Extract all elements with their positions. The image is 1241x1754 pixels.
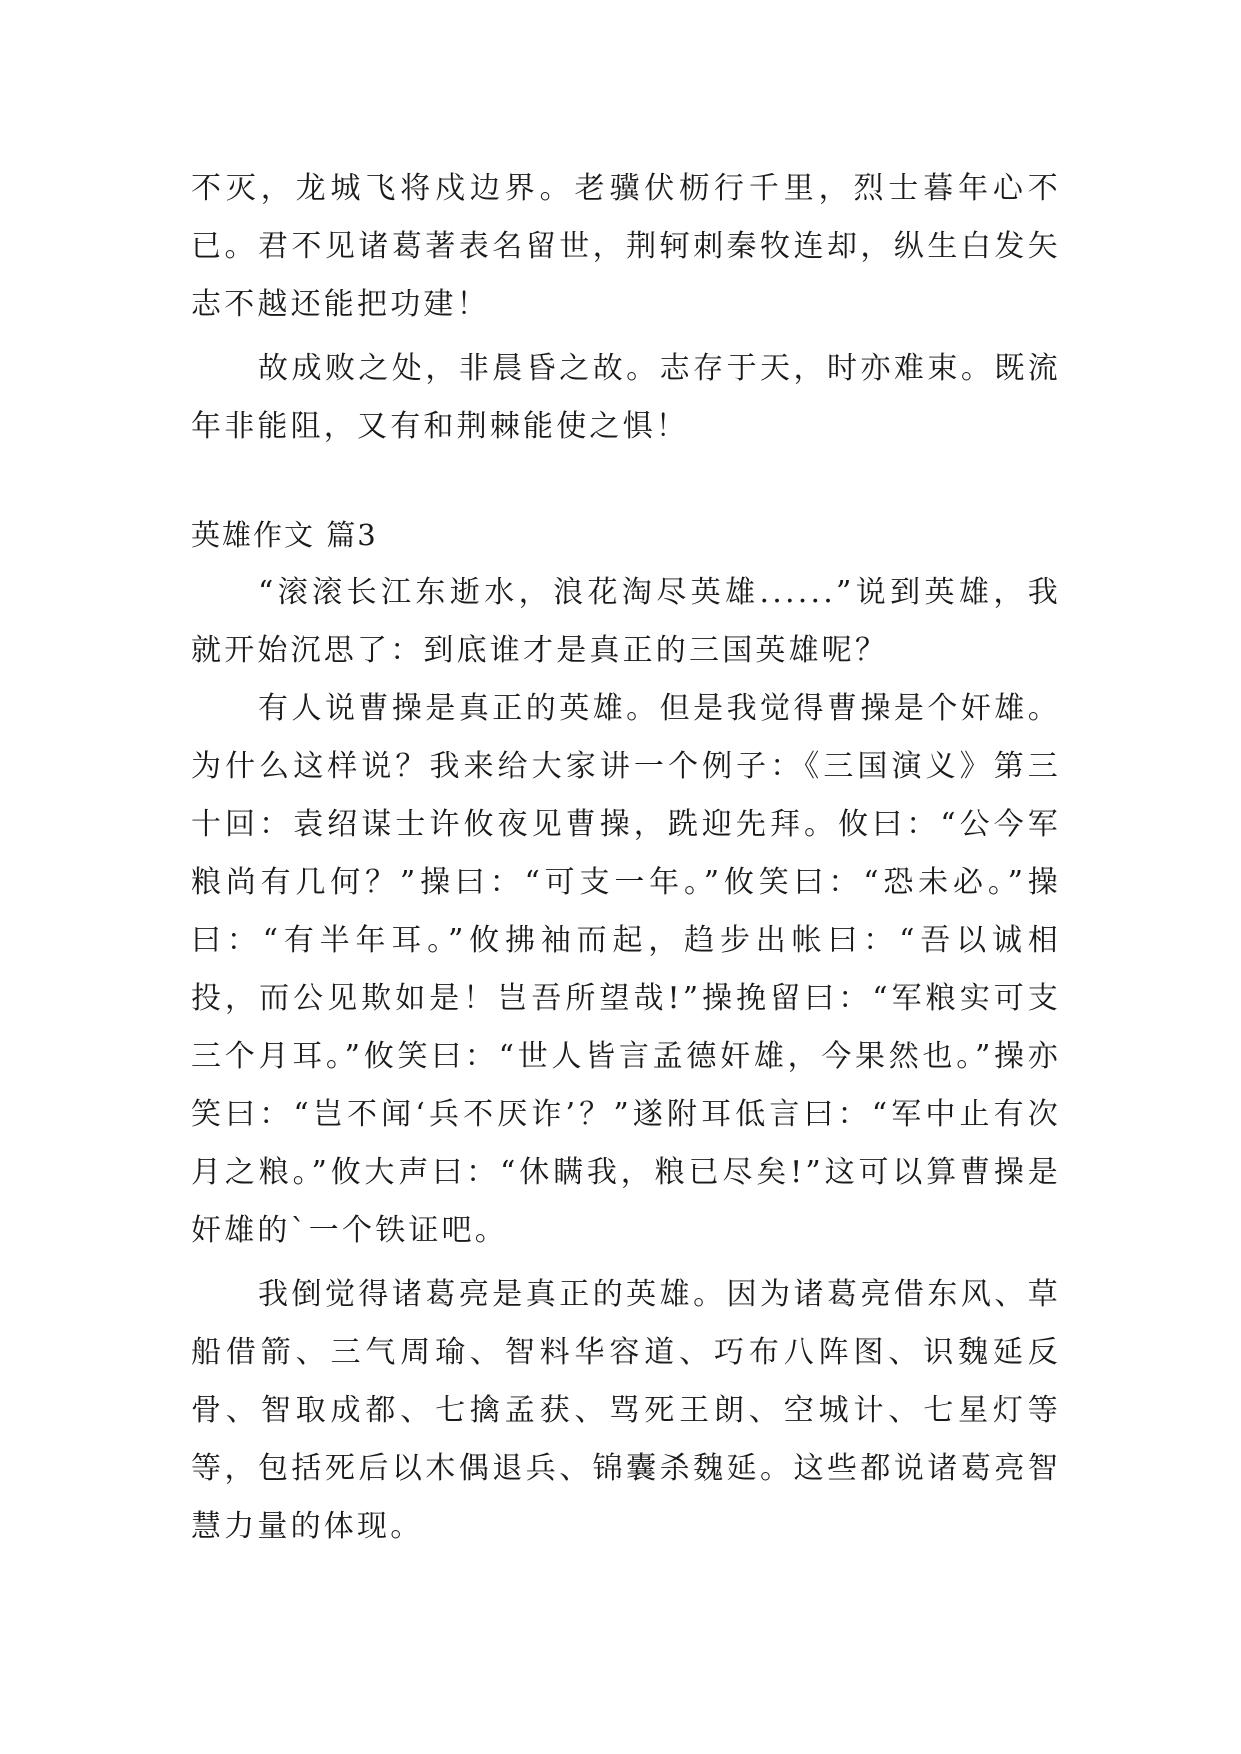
paragraph-intro: “滚滚长江东逝水，浪花淘尽英雄......”说到英雄，我就开始沉思了：到底谁才是真正的三国英雄呢？ [191,575,1061,668]
paragraph-zhuge-liang: 我倒觉得诸葛亮是真正的英雄。因为诸葛亮借东风、草船借箭、三气周瑜、智料华容道、巧布八阵图、识魏延反骨、智取成都、七擒孟获、骂死王朗、空城计、七星灯等等，包括死后以木偶退兵、锦囊杀魏延。这些都说诸葛亮智慧力量的体现。 [191,1277,1061,1544]
paragraph-conclusion: 故成败之处，非晨昏之故。志存于天，时亦难束。既流年非能阻，又有和荆棘能使之惧！ [191,351,1061,444]
paragraph-continuation: 不灭，龙城飞将戍边界。老骥伏枥行千里，烈士暮年心不已。君不见诸葛著表名留世，荆轲刺秦牧连却，纵生白发矢志不越还能把功建！ [191,171,1061,322]
document-body [191,160,1061,1556]
section-heading: 英雄作文 篇3 [191,518,378,552]
paragraph-cao-cao: 有人说曹操是真正的英雄。但是我觉得曹操是个奸雄。为什么这样说？我来给大家讲一个例子：《三国演义》第三十回：袁绍谋士许攸夜见曹操，跣迎先拜。攸曰：“公今军粮尚有几何？”操曰：“可支一年。”攸笑曰：“恐未必。”操曰：“有半年耳。”攸拂袖而起，趋步出帐曰：“吾以诚相投，而公见欺如是！岂吾所望哉!”操挽留曰：“军粮实可支三个月耳。”攸笑曰：“世人皆言孟德奸雄，今果然也。”操亦笑曰：“岂不闻‘兵不厌诈’？”遂附耳低言曰：“军中止有次月之粮。”攸大声曰：“休瞒我，粮已尽矣!”这可以算曹操是奸雄的`一个铁证吧。 [191,691,1061,1248]
